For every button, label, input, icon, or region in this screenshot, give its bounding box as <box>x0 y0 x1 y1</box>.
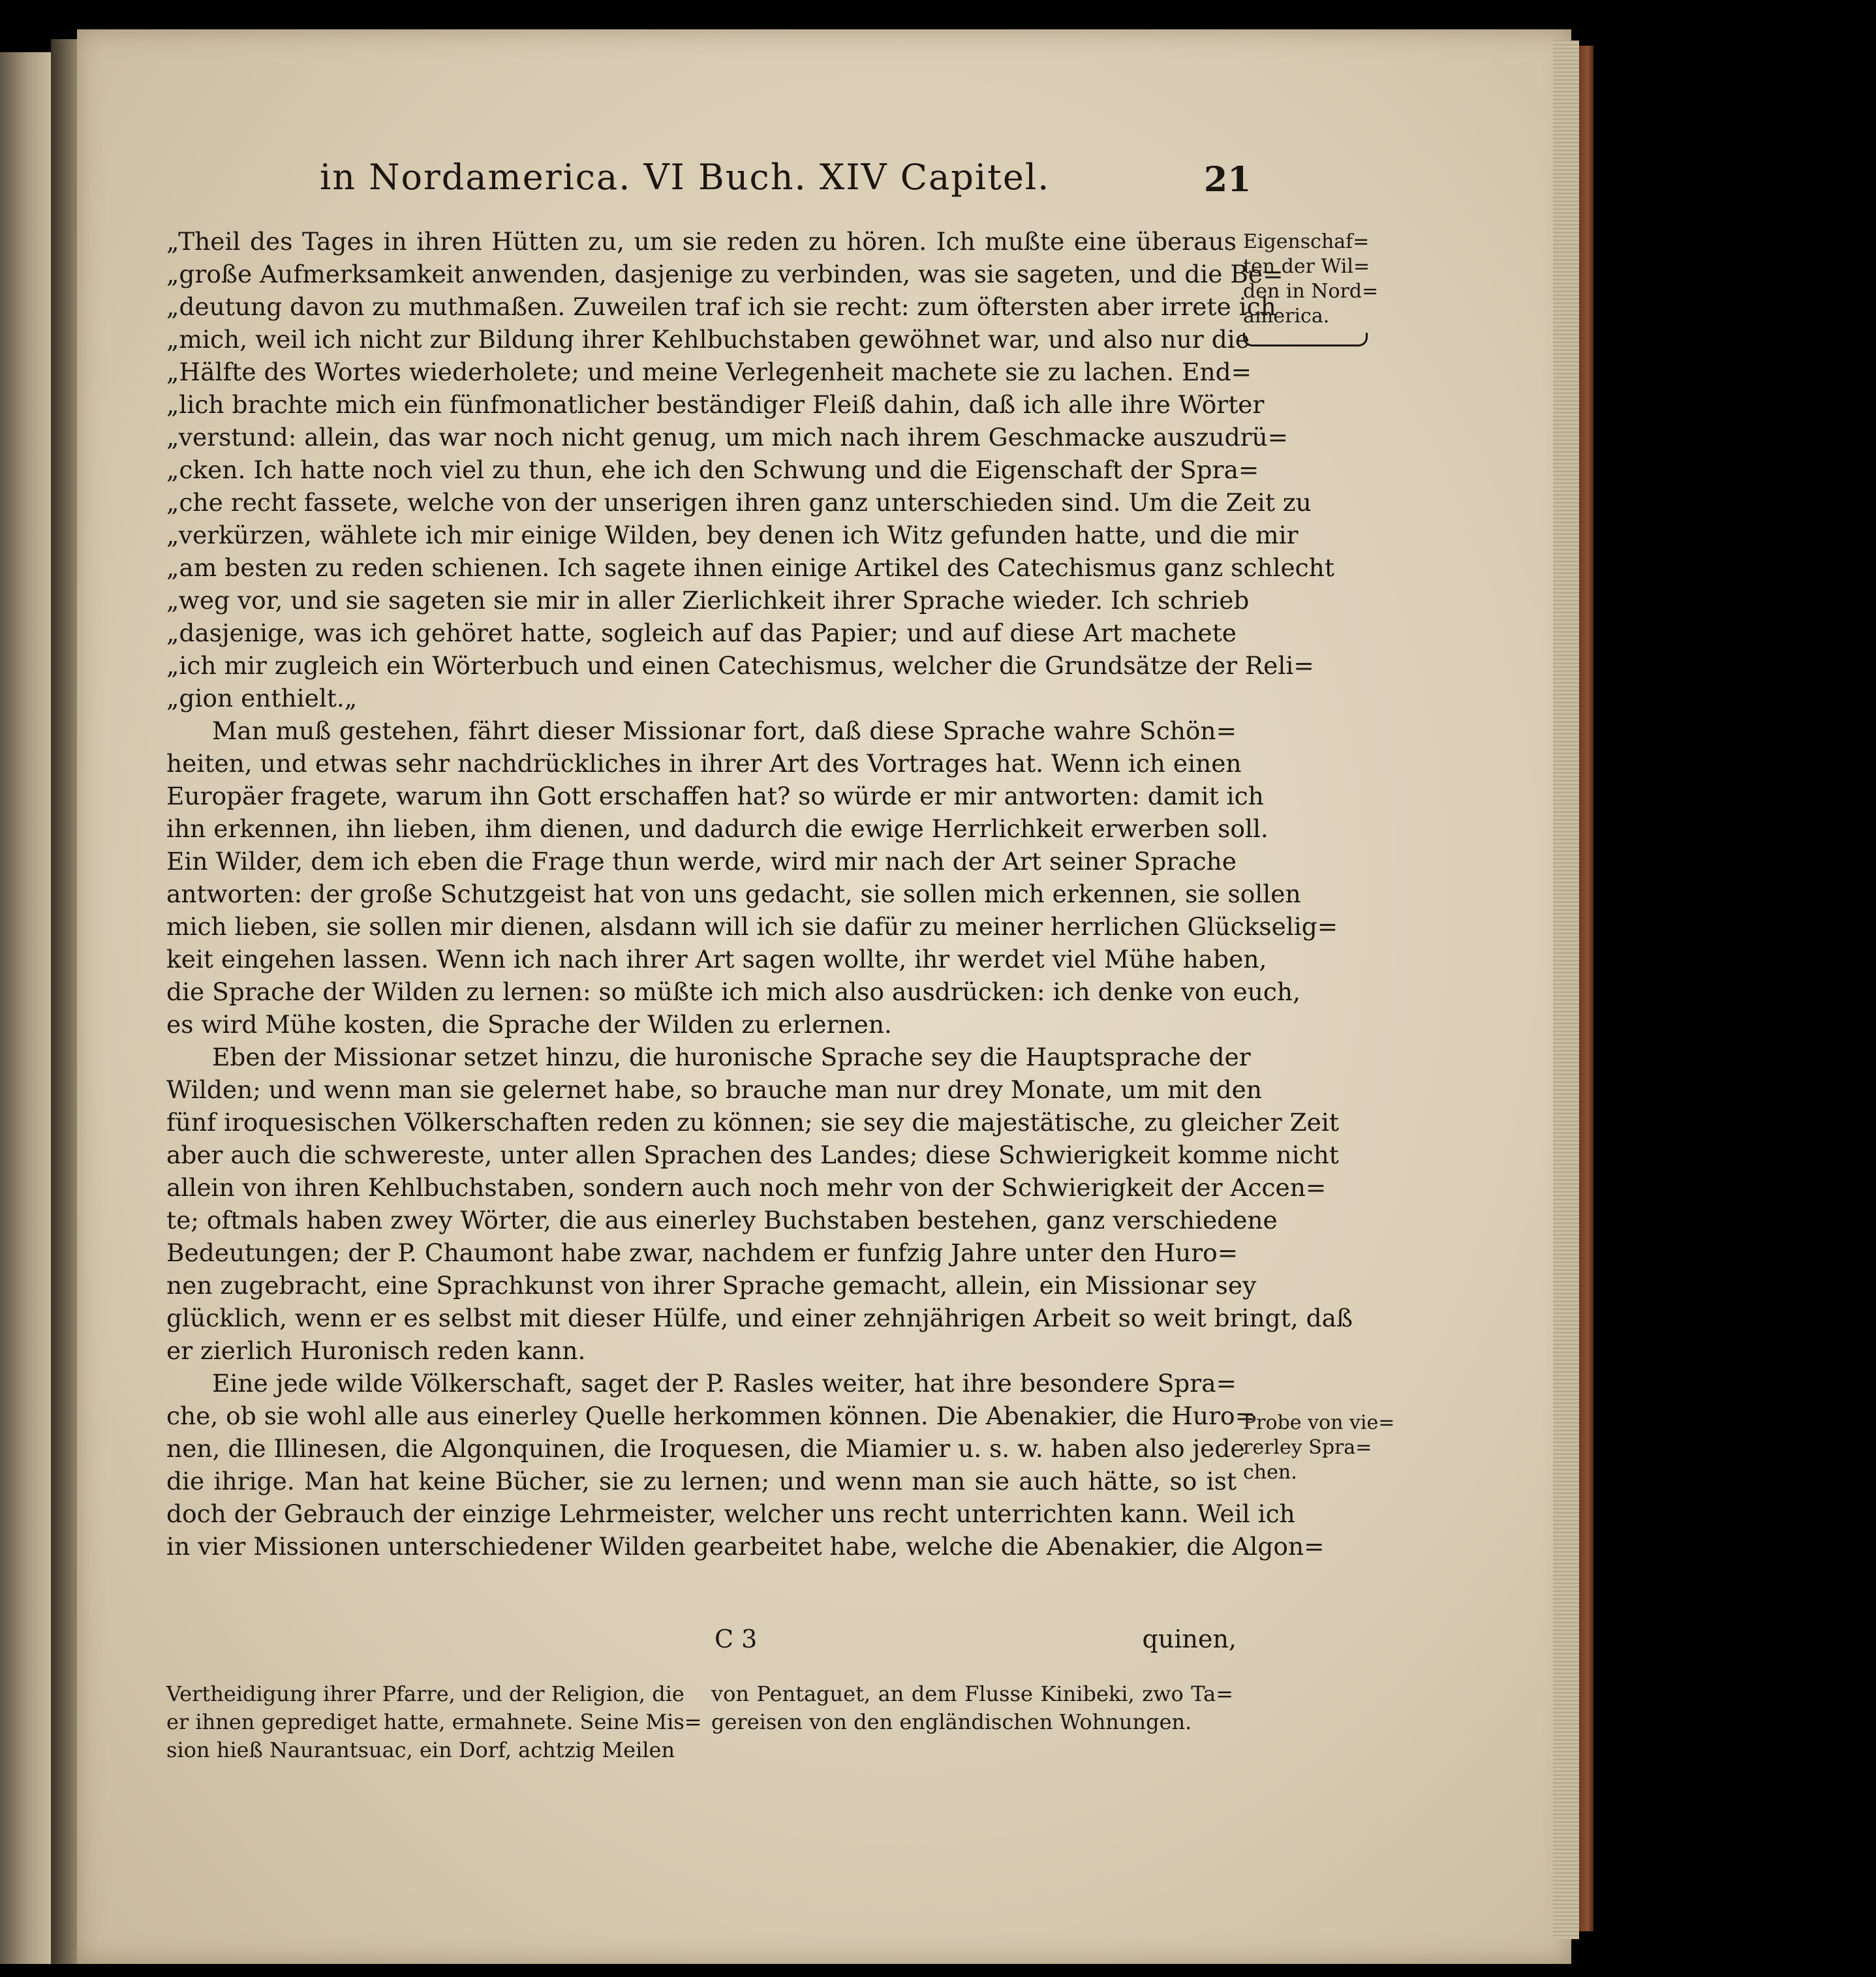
text-line: fünf iroquesischen Völkerschaften reden zu können; sie sey die majestätische, zu gleicher Zeit <box>166 1108 1339 1137</box>
margin-note-line: Eigenschaf= <box>1243 230 1370 253</box>
text-line: „verkürzen, wählete ich mir einige Wilden, bey denen ich Witz gefunden hatte, und die mir <box>166 521 1299 549</box>
margin-note-line: rerley Spra= <box>1243 1436 1372 1459</box>
text-line: er zierlich Huronisch reden kann. <box>166 1336 586 1365</box>
page-fore-edge <box>1553 40 1579 1939</box>
text-line: „che recht fassete, welche von der unserigen ihren ganz unterschieden sind. Um die Zeit zu <box>166 488 1312 517</box>
signature-mark: C 3 <box>715 1625 758 1653</box>
margin-note-line: ten der Wil= <box>1243 255 1370 278</box>
margin-note-languages <box>1243 1411 1395 1485</box>
text-line: „gion enthielt.„ <box>166 684 358 713</box>
footnote-line: sion hieß Naurantsuac, ein Dorf, achtzig Meilen <box>166 1738 675 1762</box>
footnote-column-right <box>711 1680 1233 1736</box>
text-line: die ihrige. Man hat keine Bücher, sie zu lernen; und wenn man sie auch hätte, so ist <box>166 1467 1237 1495</box>
running-title: in Nordamerica. VI Buch. XIV Capitel. <box>320 157 1051 198</box>
footnote-line: Vertheidigung ihrer Pfarre, und der Religion, die <box>166 1681 684 1706</box>
text-line: Eben der Missionar setzet hinzu, die huronische Sprache sey die Hauptsprache der <box>212 1043 1251 1071</box>
text-line: Man muß gestehen, fährt dieser Missionar fort, daß diese Sprache wahre Schön= <box>212 716 1237 745</box>
page-foot <box>166 1625 1237 1661</box>
leather-cover-edge <box>1579 46 1593 1931</box>
book-gutter <box>51 39 77 1964</box>
text-line: „mich, weil ich nicht zur Bildung ihrer Kehlbuchstaben gewöhnet war, und also nur die <box>166 325 1250 354</box>
text-line: „Hälfte des Wortes wiederholete; und meine Verlegenheit machete sie zu lachen. End= <box>166 358 1252 386</box>
text-line: „weg vor, und sie sageten sie mir in aller Zierlichkeit ihrer Sprache wieder. Ich schrieb <box>166 586 1250 615</box>
paragraph-2 <box>166 714 1338 1041</box>
margin-note-line: Probe von vie= <box>1243 1411 1395 1434</box>
footnote-line: er ihnen geprediget hatte, ermahnete. Seine Mis= <box>166 1709 702 1734</box>
page-number: 21 <box>1204 160 1252 200</box>
margin-note-line: america. <box>1243 305 1330 328</box>
paragraph-3 <box>166 1041 1353 1367</box>
margin-note-line: den in Nord= <box>1243 280 1379 303</box>
footnote-column-left <box>166 1680 702 1764</box>
text-line: „Theil des Tages in ihren Hütten zu, um sie reden zu hören. Ich mußte eine überaus <box>166 227 1237 256</box>
text-line: ihn erkennen, ihn lieben, ihm dienen, und dadurch die ewige Herrlichkeit erwerben soll. <box>166 814 1269 843</box>
text-line: Ein Wilder, dem ich eben die Frage thun werde, wird mir nach der Art seiner Sprache <box>166 847 1237 876</box>
text-line: „große Aufmerksamkeit anwenden, dasjenige zu verbinden, was sie sageten, und die Be= <box>166 260 1284 288</box>
text-line: „verstund: allein, das war noch nicht genug, um mich nach ihrem Geschmacke auszudrü= <box>166 423 1289 452</box>
footnote-line: gereisen von den engländischen Wohnungen. <box>711 1709 1192 1734</box>
text-line: allein von ihren Kehlbuchstaben, sondern auch noch mehr von der Schwierigkeit der Accen= <box>166 1173 1327 1202</box>
footnote-line: von Pentaguet, an dem Flusse Kinibeki, zwo Ta= <box>711 1681 1233 1706</box>
text-line: „lich brachte mich ein fünfmonatlicher beständiger Fleiß dahin, daß ich alle ihre Wörter <box>166 390 1265 419</box>
margin-note-properties <box>1243 230 1387 329</box>
text-line: doch der Gebrauch der einzige Lehrmeister, welcher uns recht unterrichten kann. Weil ich <box>166 1499 1295 1528</box>
text-line: „deutung davon zu muthmaßen. Zuweilen traf ich sie recht: zum öftersten aber irrete ich <box>166 292 1276 321</box>
text-line: mich lieben, sie sollen mir dienen, alsdann will ich sie dafür zu meiner herrlichen Glückselig= <box>166 912 1338 941</box>
text-line: Europäer fragete, warum ihn Gott erschaffen hat? so würde er mir antworten: damit ich <box>166 782 1264 810</box>
margin-note-line: chen. <box>1243 1461 1297 1484</box>
text-line: in vier Missionen unterschiedener Wilden gearbeitet habe, welche die Abenakier, die Algon= <box>166 1532 1325 1561</box>
text-line: nen zugebracht, eine Sprachkunst von ihrer Sprache gemacht, allein, ein Missionar sey <box>166 1271 1257 1300</box>
text-line: nen, die Illinesen, die Algonquinen, die Iroquesen, die Miamier u. s. w. haben also jede <box>166 1434 1245 1463</box>
text-line: „dasjenige, was ich gehöret hatte, sogleich auf das Papier; und auf diese Art machete <box>166 619 1237 647</box>
margin-note-brace <box>1243 333 1368 346</box>
text-line: „cken. Ich hatte noch viel zu thun, ehe ich den Schwung und die Eigenschaft der Spra= <box>166 455 1259 484</box>
left-page-edge <box>0 52 53 1964</box>
text-line: „ich mir zugleich ein Wörterbuch und einen Catechismus, welcher die Grundsätze der Reli= <box>166 651 1314 680</box>
text-line: aber auch die schwereste, unter allen Sprachen des Landes; diese Schwierigkeit komme nicht <box>166 1141 1339 1169</box>
text-line: glücklich, wenn er es selbst mit dieser Hülfe, und einer zehnjährigen Arbeit so weit bringt, daß <box>166 1304 1353 1332</box>
text-line: die Sprache der Wilden zu lernen: so müßte ich mich also ausdrücken: ich denke von euch, <box>166 977 1300 1006</box>
text-line: keit eingehen lassen. Wenn ich nach ihrer Art sagen wollte, ihr werdet viel Mühe haben, <box>166 945 1267 973</box>
text-line: „am besten zu reden schienen. Ich sagete ihnen einige Artikel des Catechismus ganz schlecht <box>166 553 1334 582</box>
text-line: es wird Mühe kosten, die Sprache der Wilden zu erlernen. <box>166 1010 892 1039</box>
text-line: che, ob sie wohl alle aus einerley Quelle herkommen können. Die Abenakier, die Huro= <box>166 1402 1255 1430</box>
text-line: Wilden; und wenn man sie gelernet habe, so brauche man nur drey Monate, um mit den <box>166 1075 1262 1104</box>
text-line: Eine jede wilde Völkerschaft, saget der P. Rasles weiter, hat ihre besondere Spra= <box>212 1369 1237 1398</box>
text-line: te; oftmals haben zwey Wörter, die aus einerley Buchstaben bestehen, ganz verschiedene <box>166 1206 1278 1234</box>
text-line: antworten: der große Schutzgeist hat von uns gedacht, sie sollen mich erkennen, sie sollen <box>166 880 1301 908</box>
text-line: Bedeutungen; der P. Chaumont habe zwar, nachdem er funfzig Jahre unter den Huro= <box>166 1238 1238 1267</box>
catchword: quinen, <box>1142 1625 1237 1653</box>
text-line: heiten, und etwas sehr nachdrückliches in ihrer Art des Vortrages hat. Wenn ich einen <box>166 749 1242 778</box>
